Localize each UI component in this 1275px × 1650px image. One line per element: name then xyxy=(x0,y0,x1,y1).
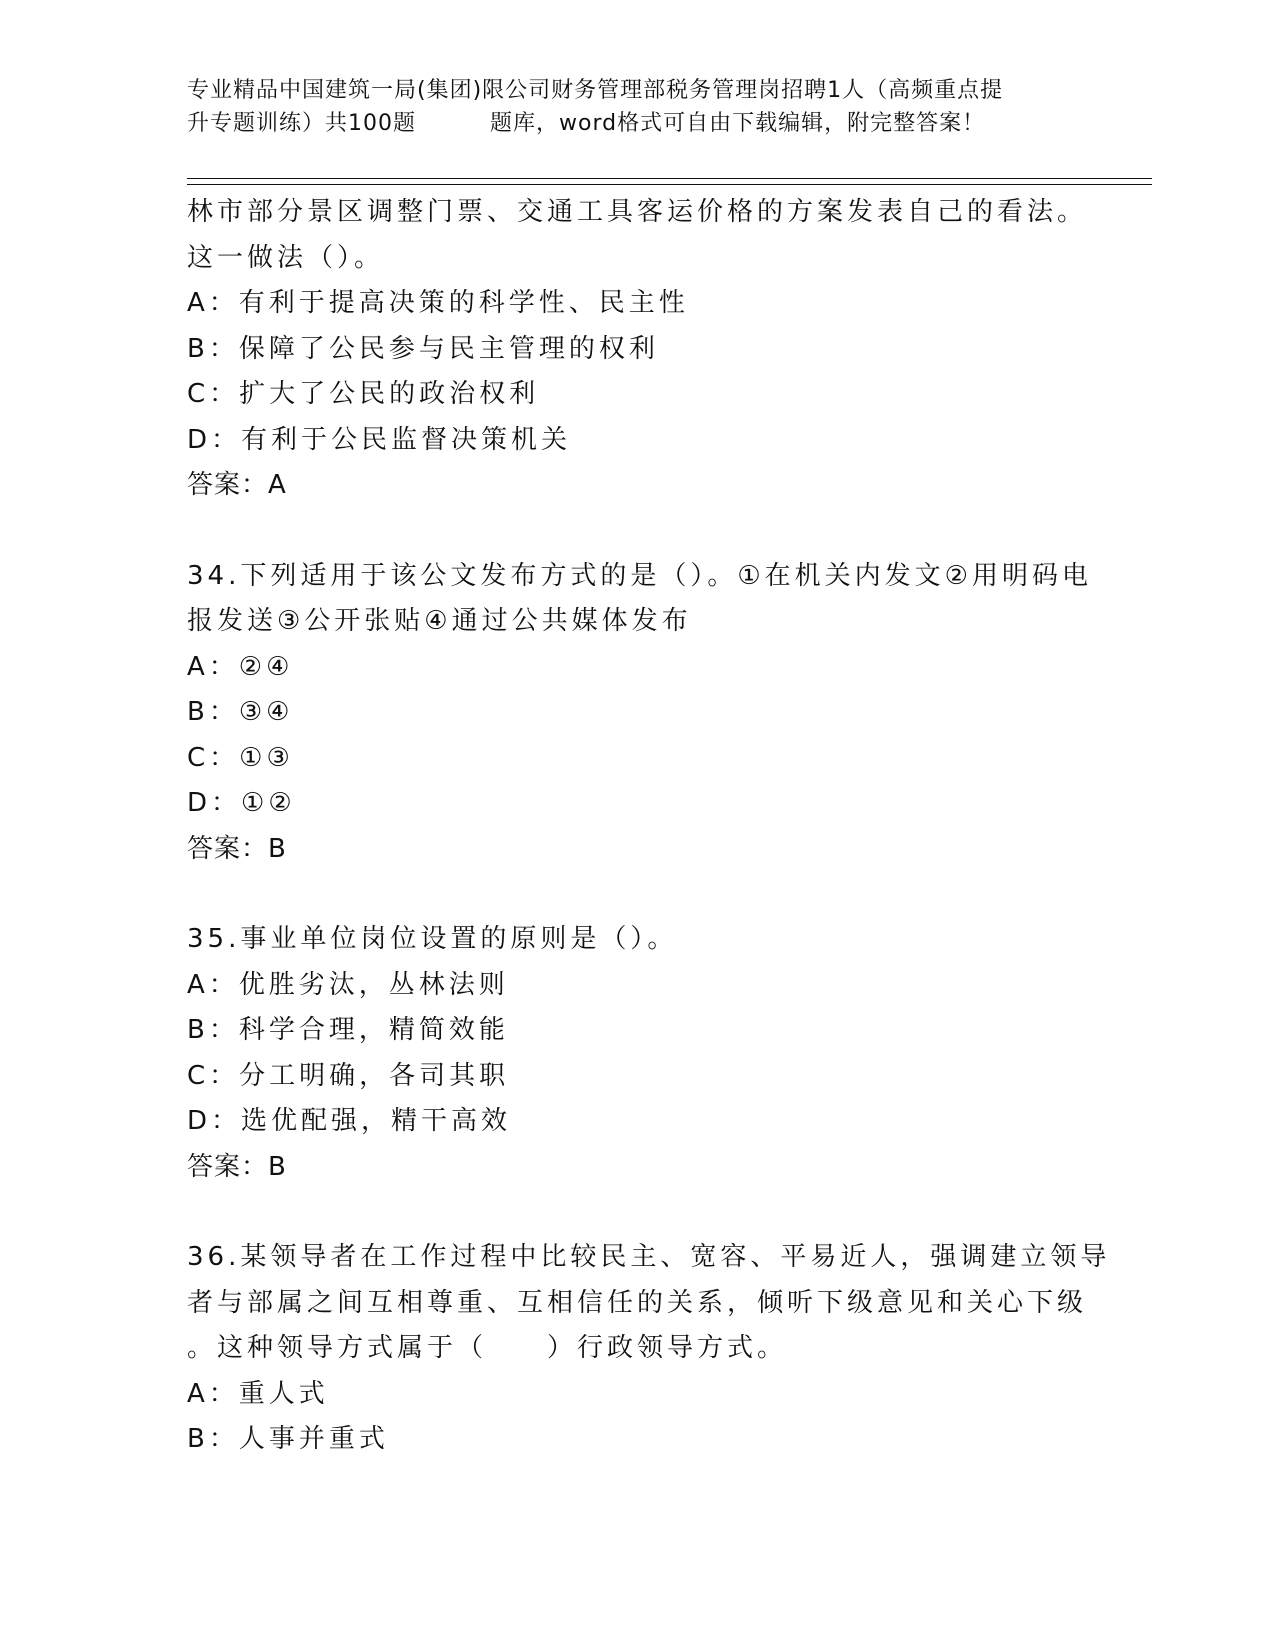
option-c: C：分工明确，各司其职 xyxy=(187,1060,510,1091)
question-text: 这一做法（）。 xyxy=(187,242,385,273)
option-d: D：①② xyxy=(187,788,296,818)
option-b: B：③④ xyxy=(187,697,294,727)
question-36 xyxy=(187,1235,1111,1463)
option-a: A：有利于提高决策的科学性、民主性 xyxy=(187,288,689,318)
header-title-line1: 专业精品中国建筑一局(集团)限公司财务管理部税务管理岗招聘1人（高频重点提 xyxy=(187,78,1004,103)
header-divider-bottom xyxy=(187,184,1152,185)
option-a: A：重人式 xyxy=(187,1378,329,1409)
header-line2-right: 题库，word格式可自由下载编辑，附完整答案！ xyxy=(490,111,986,136)
header-line2-left: 升专题训练）共100题 xyxy=(187,111,416,136)
header-divider-top xyxy=(187,178,1152,179)
question-text: 林市部分景区调整门票、交通工具客运价格的方案发表自己的看法。 xyxy=(187,197,1088,227)
option-b: B：保障了公民参与民主管理的权利 xyxy=(187,333,659,364)
page-header xyxy=(187,74,1087,140)
answer: 答案：A xyxy=(187,470,287,500)
question-text: 35.事业单位岗位设置的原则是（）。 xyxy=(187,924,678,954)
option-a: A：②④ xyxy=(187,651,294,682)
option-b: B：科学合理，精简效能 xyxy=(187,1015,509,1045)
question-35 xyxy=(187,917,1107,1190)
option-d: D：选优配强，精干高效 xyxy=(187,1106,512,1136)
question-text: 报发送③公开张贴④通过公共媒体发布 xyxy=(187,606,692,636)
question-text: 。这种领导方式属于（ ）行政领导方式。 xyxy=(187,1333,788,1363)
question-text: 34.下列适用于该公文发布方式的是（）。①在机关内发文②用明码电 xyxy=(187,560,1092,591)
question-list xyxy=(187,190,1111,1463)
option-d: D：有利于公民监督决策机关 xyxy=(187,424,572,455)
answer: 答案：B xyxy=(187,833,287,864)
option-a: A：优胜劣汰，丛林法则 xyxy=(187,969,509,1000)
option-c: C：①③ xyxy=(187,742,294,773)
question-33 xyxy=(187,190,1107,509)
question-text: 36.某领导者在工作过程中比较民主、宽容、平易近人，强调建立领导 xyxy=(187,1242,1111,1272)
answer: 答案：B xyxy=(187,1151,287,1182)
option-b: B：人事并重式 xyxy=(187,1424,389,1454)
option-c: C：扩大了公民的政治权利 xyxy=(187,379,540,409)
question-34 xyxy=(187,554,1107,873)
question-text: 者与部属之间互相尊重、互相信任的关系，倾听下级意见和关心下级 xyxy=(187,1287,1088,1318)
header-title-line2 xyxy=(187,107,1087,140)
